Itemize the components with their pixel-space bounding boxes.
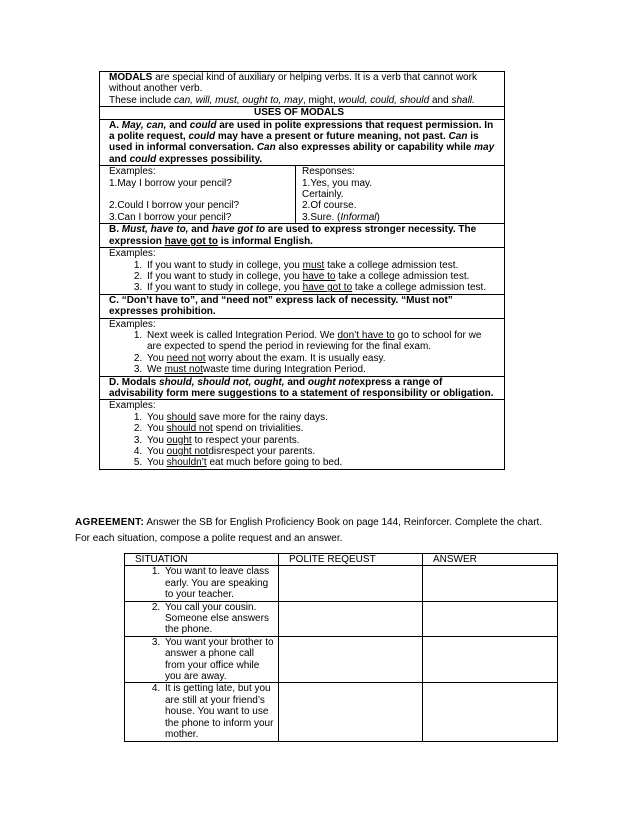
answer-cell[interactable] <box>423 566 558 601</box>
section-d-examples <box>100 400 505 469</box>
request-cell[interactable] <box>279 601 423 636</box>
table-row <box>125 601 558 636</box>
examples-label: Examples: <box>109 166 156 178</box>
response-item: 2.Of course. <box>302 200 357 212</box>
examples-col <box>100 166 296 223</box>
section-b-examples <box>100 248 505 295</box>
table-row <box>125 683 558 741</box>
section-d-heading: D. Modals should, should not, ought, and ought notexpress a range of advisability form mere suggestions to a statement of responsibility or obligation. <box>100 376 505 400</box>
example-item: 1.May I borrow your pencil? <box>109 177 232 189</box>
request-cell[interactable] <box>279 566 423 601</box>
list-item: 2. You should not spend on trivialities. <box>145 423 498 434</box>
section-b-heading: B. Must, have to, and have got to are used to express stronger necessity. The expression have got to is informal English. <box>100 224 505 248</box>
list-item: 1. You should save more for the rainy days. <box>145 412 498 423</box>
answer-cell[interactable] <box>423 601 558 636</box>
list-item: 3. You ought to respect your parents. <box>145 435 498 446</box>
list-item: 1. Next week is called Integration Period. We don’t have to go to school for we are expected to spend the period in reviewing for the final exam. <box>145 330 498 353</box>
list-item: 3. If you want to study in college, you have got to take a college admission test. <box>145 282 498 293</box>
intro-text: shall. <box>451 94 475 106</box>
header-answer: ANSWER <box>423 554 558 566</box>
list-item: 4. You ought notdisrespect your parents. <box>145 446 498 457</box>
section-a-examples <box>100 166 505 224</box>
intro-title: MODALS <box>109 72 153 83</box>
examples-label: Examples: <box>109 318 156 330</box>
list-item: 1. If you want to study in college, you must take a college admission test. <box>145 260 498 271</box>
agreement-text: Answer the SB for English Proficiency Book on page 144, Reinforcer. Complete the chart. For each situation, compose a polite request and an answer. <box>75 517 543 544</box>
responses-col <box>296 166 505 223</box>
list-item: 3. We must notwaste time during Integration Period. <box>145 364 498 375</box>
intro-text: would, could, should <box>338 94 430 106</box>
request-cell[interactable] <box>279 636 423 683</box>
request-cell[interactable] <box>279 683 423 741</box>
modals-intro <box>100 72 505 107</box>
intro-text: , might, <box>303 94 339 106</box>
agreement-label: AGREEMENT: <box>75 517 145 528</box>
section-a-heading: A. May, can, and could are used in polite expressions that request permission. In a polite request, could may have a present or future meaning, not past. Can is used in informal conversation. Can also expresses ability or capability while may and could expresses possibility. <box>100 119 505 166</box>
section-c-examples <box>100 318 505 376</box>
intro-text: can, will, must, ought to, may <box>174 94 303 106</box>
situation-cell: 3. You want your brother to answer a phone call from your office while you are away. <box>125 636 279 683</box>
section-c-heading: C. “Don’t have to”, and “need not” express lack of necessity. “Must not” expresses prohibition. <box>100 294 505 318</box>
modals-table <box>99 71 505 470</box>
agreement-instructions <box>75 515 555 547</box>
situation-cell: 1. You want to leave class early. You are speaking to your teacher. <box>125 566 279 601</box>
intro-definition: are special kind of auxiliary or helping verbs. It is a verb that cannot work without another verb. <box>109 72 477 95</box>
list-item: 2. If you want to study in college, you have to take a college admission test. <box>145 271 498 282</box>
intro-text: and <box>429 94 452 106</box>
example-item: 2.Could I borrow your pencil? <box>109 200 240 212</box>
responses-label: Responses: <box>302 166 355 178</box>
examples-label: Examples: <box>109 400 156 412</box>
table-row <box>125 566 558 601</box>
header-polite-request: POLITE REQEUST <box>279 554 423 566</box>
answer-cell[interactable] <box>423 636 558 683</box>
list-item: 2. You need not worry about the exam. It is usually easy. <box>145 353 498 364</box>
response-item: 3.Sure. (Informal) <box>302 211 380 223</box>
response-item: 1.Yes, you may. <box>302 177 373 189</box>
intro-text: These include <box>109 94 175 106</box>
situation-table <box>124 553 558 742</box>
example-item: 3.Can I borrow your pencil? <box>109 211 232 223</box>
answer-cell[interactable] <box>423 683 558 741</box>
situation-cell: 4. It is getting late, but you are still at your friend’s house. You want to use the phone to inform your mother. <box>125 683 279 741</box>
response-item: Certainly. <box>302 189 344 201</box>
examples-label: Examples: <box>109 248 156 260</box>
table-row <box>125 636 558 683</box>
header-situation: SITUATION <box>125 554 279 566</box>
list-item: 5. You shouldn’t eat much before going to bed. <box>145 457 498 468</box>
situation-cell: 2. You call your cousin. Someone else answers the phone. <box>125 601 279 636</box>
uses-title: USES OF MODALS <box>100 107 505 119</box>
